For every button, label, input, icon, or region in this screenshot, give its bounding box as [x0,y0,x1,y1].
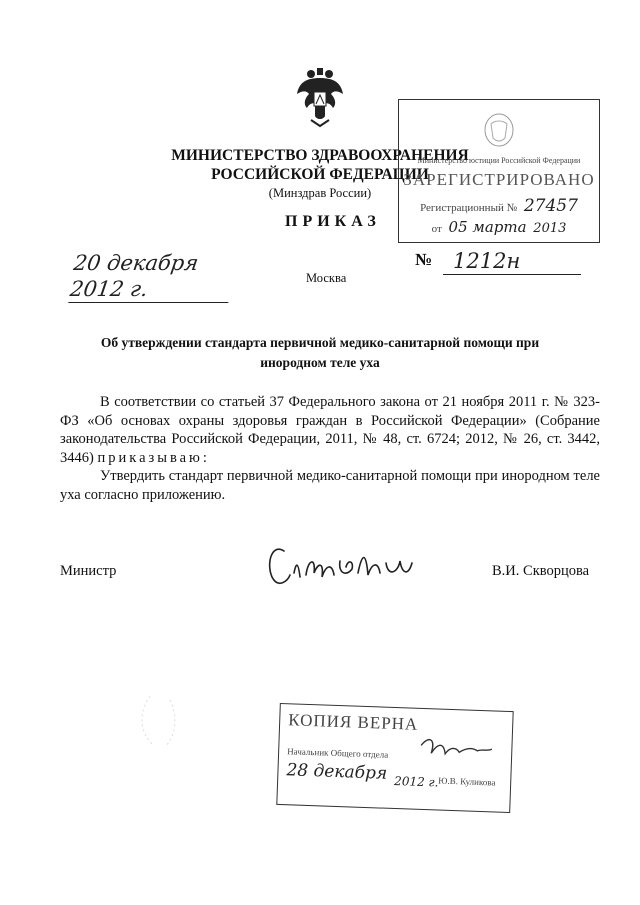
body-paragraph-1-text: В соответствии со статьей 37 Федерального закона от 21 ноября 2011 г. № 323-ФЗ «Об основах охраны здоровья граждан в Российской Федерации» (Собрание законодательства Российской Федерации, 2011, № 48, ст. 6724; 2012, № 26, ст. 3442, 3446) [60,394,600,466]
verification-title: КОПИЯ ВЕРНА [287,710,419,734]
signatory-position: Министр [60,563,117,579]
body-paragraph-2: Утвердить стандарт первичной медико-санитарной помощи при инородном теле уха согласно приложению. [60,468,600,503]
registration-stamp [398,99,600,243]
verification-dept: Начальник Общего отдела [286,746,389,760]
coat-of-arms-icon [295,64,345,128]
order-heading-line2: инородном теле уха [260,355,380,370]
faint-mark [130,690,190,750]
reg-date-prefix: от [431,223,442,235]
verification-signature [415,733,496,770]
verification-year: 2012 г. [393,773,439,790]
justice-emblem-icon [479,108,519,152]
stamp-status: ЗАРЕГИСТРИРОВАНО [403,170,595,189]
order-number [443,248,581,275]
order-body [60,393,600,504]
verification-stamp [276,703,513,813]
ministry-name-line1: МИНИСТЕРСТВО ЗДРАВООХРАНЕНИЯ [171,147,469,164]
order-city: Москва [306,271,347,285]
ministry-name-line2: РОССИЙСКОЙ ФЕДЕРАЦИИ [211,166,429,183]
document-type-title: ПРИКАЗ [285,213,381,230]
stamp-authority: Министерство юстиции Российской Федерации [417,156,581,165]
reg-number-label: Регистрационный № [420,202,518,214]
minister-signature [262,533,422,593]
reg-year-value: 2013 [533,221,567,236]
ministry-abbreviation: (Минздрав России) [268,186,372,200]
order-verb: приказываю: [97,449,210,466]
verification-official: Ю.В. Куликова [438,775,496,788]
body-paragraph-1 [60,393,600,467]
order-number-value: 1212н [453,249,521,273]
order-heading [60,333,580,373]
signatory-name: В.И. Скворцова [492,563,590,579]
verification-date: 28 декабря [286,760,388,784]
order-heading-line1: Об утверждении стандарта первичной медико-санитарной помощи при [100,335,540,350]
order-number-label: № [415,250,433,269]
reg-date-value: 05 марта [448,218,527,236]
order-date: 20 декабря 2012 г. [68,250,235,303]
reg-number-value: 27457 [523,196,578,216]
